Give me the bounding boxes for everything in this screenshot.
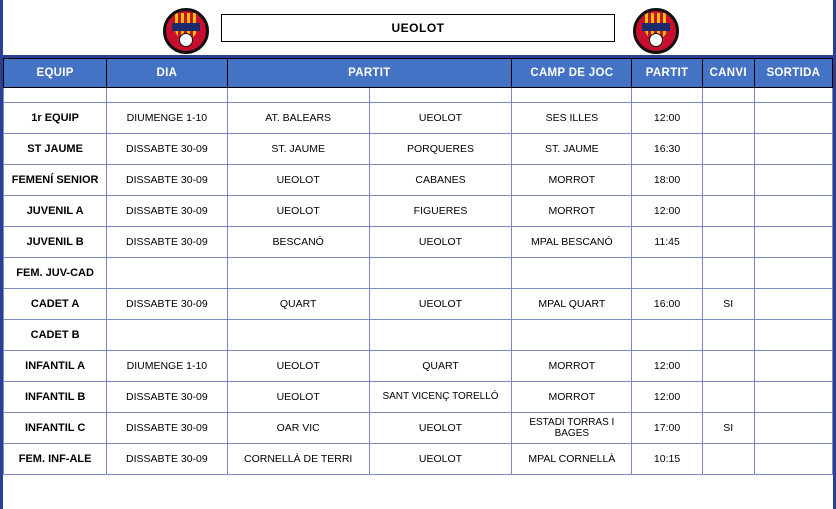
cell-sortida [754, 351, 832, 382]
cell-equip: INFANTIL C [4, 413, 107, 444]
column-header-partit-hora: PARTIT [632, 59, 702, 88]
spacer-cell [107, 88, 227, 103]
cell-hora: 16:30 [632, 134, 702, 165]
cell-sortida [754, 196, 832, 227]
cell-camp [512, 258, 632, 289]
page-title [221, 14, 615, 42]
cell-sortida [754, 134, 832, 165]
cell-visitant: UEOLOT [369, 289, 511, 320]
spacer-cell [369, 88, 511, 103]
cell-equip: INFANTIL B [4, 382, 107, 413]
page-title-text: UEOLOT [391, 20, 445, 35]
cell-canvi [702, 227, 754, 258]
cell-camp: MPAL CORNELLÀ [512, 444, 632, 475]
cell-visitant: CABANES [369, 165, 511, 196]
cell-canvi [702, 258, 754, 289]
cell-canvi [702, 444, 754, 475]
cell-canvi [702, 103, 754, 134]
cell-canvi: SI [702, 289, 754, 320]
cell-local: AT. BALEARS [227, 103, 369, 134]
cell-camp: MORROT [512, 165, 632, 196]
cell-visitant: UEOLOT [369, 444, 511, 475]
spacer-cell [227, 88, 369, 103]
cell-sortida [754, 289, 832, 320]
cell-local: UEOLOT [227, 382, 369, 413]
table-header-row [4, 59, 833, 88]
cell-hora [632, 258, 702, 289]
cell-sortida [754, 320, 832, 351]
cell-camp: MORROT [512, 196, 632, 227]
cell-canvi [702, 196, 754, 227]
cell-visitant: SANT VICENÇ TORELLÓ [369, 382, 511, 413]
cell-local: UEOLOT [227, 165, 369, 196]
cell-hora: 12:00 [632, 351, 702, 382]
cell-camp: ESTADI TORRAS I BAGES [512, 413, 632, 444]
cell-local: UEOLOT [227, 351, 369, 382]
cell-visitant: QUART [369, 351, 511, 382]
cell-hora: 16:00 [632, 289, 702, 320]
club-crest-icon-right [633, 8, 679, 54]
cell-canvi [702, 382, 754, 413]
table-row [4, 134, 833, 165]
cell-camp: MORROT [512, 382, 632, 413]
column-header-camp-de-joc: CAMP DE JOC [512, 59, 632, 88]
table-row [4, 103, 833, 134]
table-row [4, 320, 833, 351]
cell-canvi [702, 351, 754, 382]
cell-camp: MORROT [512, 351, 632, 382]
cell-equip: FEM. JUV-CAD [4, 258, 107, 289]
cell-equip: CADET A [4, 289, 107, 320]
cell-sortida [754, 413, 832, 444]
cell-hora: 11:45 [632, 227, 702, 258]
cell-hora [632, 320, 702, 351]
cell-canvi [702, 165, 754, 196]
cell-local: CORNELLÀ DE TERRI [227, 444, 369, 475]
cell-visitant [369, 258, 511, 289]
table-body [4, 88, 833, 475]
cell-canvi: SI [702, 413, 754, 444]
cell-dia: DISSABTE 30-09 [107, 165, 227, 196]
cell-hora: 18:00 [632, 165, 702, 196]
table-row [4, 351, 833, 382]
cell-dia: DISSABTE 30-09 [107, 382, 227, 413]
table-row [4, 165, 833, 196]
cell-sortida [754, 382, 832, 413]
column-header-partit: PARTIT [227, 59, 512, 88]
table-row [4, 444, 833, 475]
cell-hora: 12:00 [632, 382, 702, 413]
cell-dia: DISSABTE 30-09 [107, 413, 227, 444]
cell-equip: FEM. INF-ALE [4, 444, 107, 475]
cell-dia: DIUMENGE 1-10 [107, 351, 227, 382]
cell-hora: 10:15 [632, 444, 702, 475]
cell-equip: INFANTIL A [4, 351, 107, 382]
table-row [4, 382, 833, 413]
spacer-cell [632, 88, 702, 103]
table-spacer-row [4, 88, 833, 103]
cell-equip: FEMENÍ SENIOR [4, 165, 107, 196]
cell-sortida [754, 444, 832, 475]
cell-visitant: PORQUERES [369, 134, 511, 165]
cell-local: ST. JAUME [227, 134, 369, 165]
column-header-dia: DIA [107, 59, 227, 88]
cell-local: UEOLOT [227, 196, 369, 227]
cell-visitant: FIGUERES [369, 196, 511, 227]
column-header-canvi: CANVI [702, 59, 754, 88]
cell-local: OAR VIC [227, 413, 369, 444]
cell-hora: 17:00 [632, 413, 702, 444]
cell-sortida [754, 227, 832, 258]
cell-canvi [702, 134, 754, 165]
cell-canvi [702, 320, 754, 351]
cell-equip: JUVENIL B [4, 227, 107, 258]
crest-band [172, 23, 200, 31]
cell-dia: DISSABTE 30-09 [107, 444, 227, 475]
table-row [4, 413, 833, 444]
cell-sortida [754, 103, 832, 134]
cell-dia [107, 258, 227, 289]
cell-camp [512, 320, 632, 351]
cell-local: BESCANÓ [227, 227, 369, 258]
column-header-sortida: SORTIDA [754, 59, 832, 88]
cell-hora: 12:00 [632, 103, 702, 134]
cell-camp: ST. JAUME [512, 134, 632, 165]
document-header [3, 0, 833, 58]
cell-dia: DISSABTE 30-09 [107, 289, 227, 320]
cell-dia [107, 320, 227, 351]
cell-dia: DISSABTE 30-09 [107, 227, 227, 258]
cell-dia: DISSABTE 30-09 [107, 196, 227, 227]
table-row [4, 227, 833, 258]
cell-camp: SES ILLES [512, 103, 632, 134]
crest-ball [179, 33, 193, 47]
cell-equip: CADET B [4, 320, 107, 351]
table-row [4, 196, 833, 227]
spacer-cell [702, 88, 754, 103]
cell-local: QUART [227, 289, 369, 320]
spacer-cell [754, 88, 832, 103]
table-row [4, 258, 833, 289]
table-row [4, 289, 833, 320]
column-header-equip: EQUIP [4, 59, 107, 88]
club-crest-icon-left [163, 8, 209, 54]
cell-equip: 1r EQUIP [4, 103, 107, 134]
crest-band [642, 23, 670, 31]
cell-sortida [754, 165, 832, 196]
cell-visitant: UEOLOT [369, 227, 511, 258]
cell-camp: MPAL QUART [512, 289, 632, 320]
cell-dia: DISSABTE 30-09 [107, 134, 227, 165]
spacer-cell [4, 88, 107, 103]
cell-visitant: UEOLOT [369, 103, 511, 134]
cell-local [227, 258, 369, 289]
cell-hora: 12:00 [632, 196, 702, 227]
cell-equip: ST JAUME [4, 134, 107, 165]
cell-dia: DIUMENGE 1-10 [107, 103, 227, 134]
cell-visitant [369, 320, 511, 351]
schedule-table [3, 58, 833, 475]
cell-local [227, 320, 369, 351]
cell-visitant: UEOLOT [369, 413, 511, 444]
spacer-cell [512, 88, 632, 103]
cell-equip: JUVENIL A [4, 196, 107, 227]
crest-ball [649, 33, 663, 47]
cell-camp: MPAL BESCANÓ [512, 227, 632, 258]
cell-sortida [754, 258, 832, 289]
